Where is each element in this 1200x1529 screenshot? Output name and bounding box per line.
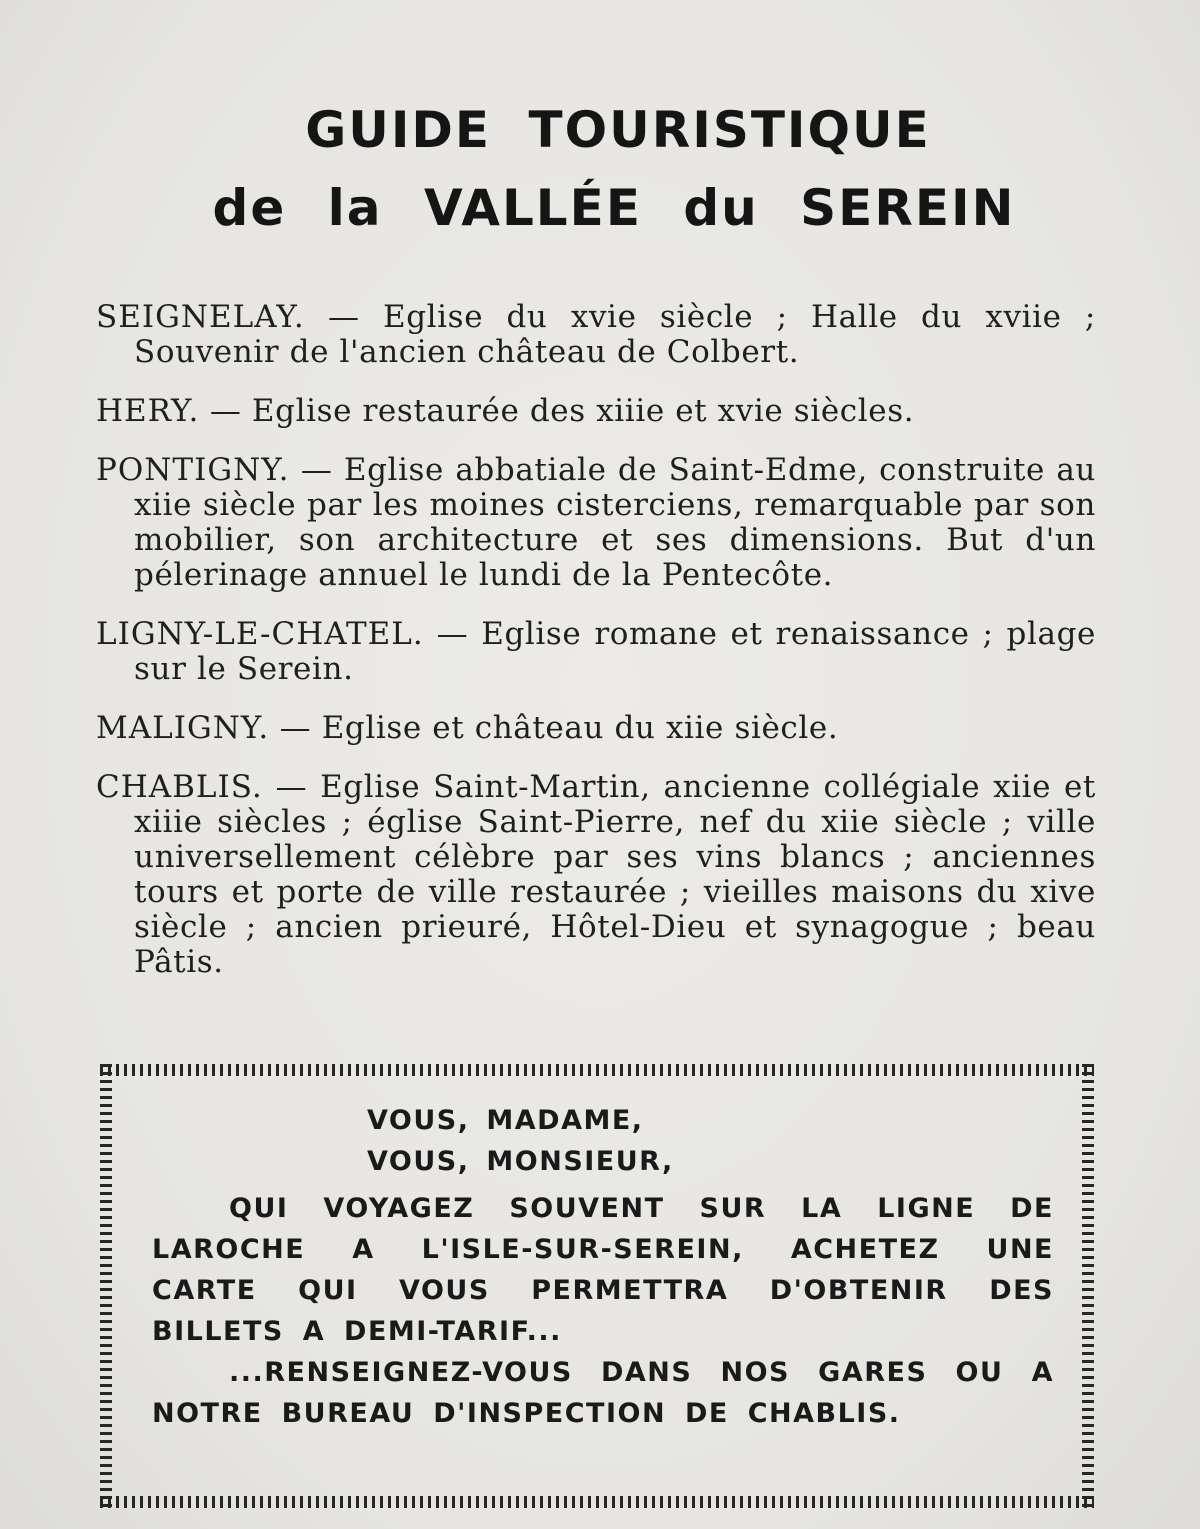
site-entry-pontigny — [96, 453, 1096, 593]
notice-border-left — [100, 1064, 112, 1508]
site-entry-chablis — [96, 770, 1096, 980]
site-entry-ligny-le-chatel — [96, 617, 1096, 687]
site-name: PONTIGNY. — [96, 452, 290, 488]
site-name: HERY. — [96, 393, 200, 429]
site-list — [96, 300, 1096, 1004]
site-name: CHABLIS. — [96, 769, 263, 805]
notice-border-top — [100, 1064, 1094, 1076]
notice-paragraph-card: QUI VOYAGEZ SOUVENT SUR LA LIGNE DE LAROCHE A L'ISLE-SUR-SEREIN, ACHETEZ UNE CARTE QUI VOUS PERMETTRA D'OBTENIR DES BILLETS A DEMI-TARIF... — [152, 1193, 1054, 1347]
site-name: MALIGNY. — [96, 710, 270, 746]
title-line-2: de la VALLÉE du SEREIN — [212, 179, 1016, 237]
site-name: LIGNY-LE-CHATEL. — [96, 616, 424, 652]
notice-border-right — [1082, 1064, 1094, 1508]
title-line-1: GUIDE TOURISTIQUE — [305, 101, 931, 159]
notice-greeting-monsieur: VOUS, MONSIEUR, — [367, 1146, 674, 1177]
notice-border-bottom — [100, 1496, 1094, 1508]
notice-box — [100, 1064, 1094, 1508]
site-entry-hery — [96, 394, 1096, 429]
site-description: — Eglise Saint-Martin, ancienne collégiale xiie et xiiie siècles ; église Saint-Pierre, nef du xiie siècle ; ville universellement célèbre par ses vins blancs ; anciennes tours et porte de ville restaurée ; vieilles maisons du xive siècle ; ancien prieuré, Hôtel-Dieu et synagogue ; beau Pâtis. — [134, 769, 1096, 980]
site-entry-maligny — [96, 711, 1096, 746]
site-name: SEIGNELAY. — [96, 299, 305, 335]
site-description: — Eglise du xvie siècle ; Halle du xviie ; Souvenir de l'ancien château de Colbert. — [134, 299, 1096, 370]
notice-paragraph-info: ...RENSEIGNEZ-VOUS DANS NOS GARES OU A NOTRE BUREAU D'INSPECTION DE CHABLIS. — [152, 1357, 1054, 1429]
site-description: — Eglise restaurée des xiiie et xvie siècles. — [209, 393, 915, 429]
notice-greeting-madame: VOUS, MADAME, — [367, 1105, 644, 1136]
notice-text — [152, 1100, 1054, 1434]
site-description: — Eglise abbatiale de Saint-Edme, construite au xiie siècle par les moines cisterciens, remarquable par son mobilier, son architecture et ses dimensions. But d'un pélerinage annuel le lundi de la Pentecôte. — [134, 452, 1096, 593]
site-description: — Eglise et château du xiie siècle. — [279, 710, 839, 746]
site-entry-seignelay — [96, 300, 1096, 370]
site-description: — Eglise romane et renaissance ; plage sur le Serein. — [134, 616, 1096, 687]
